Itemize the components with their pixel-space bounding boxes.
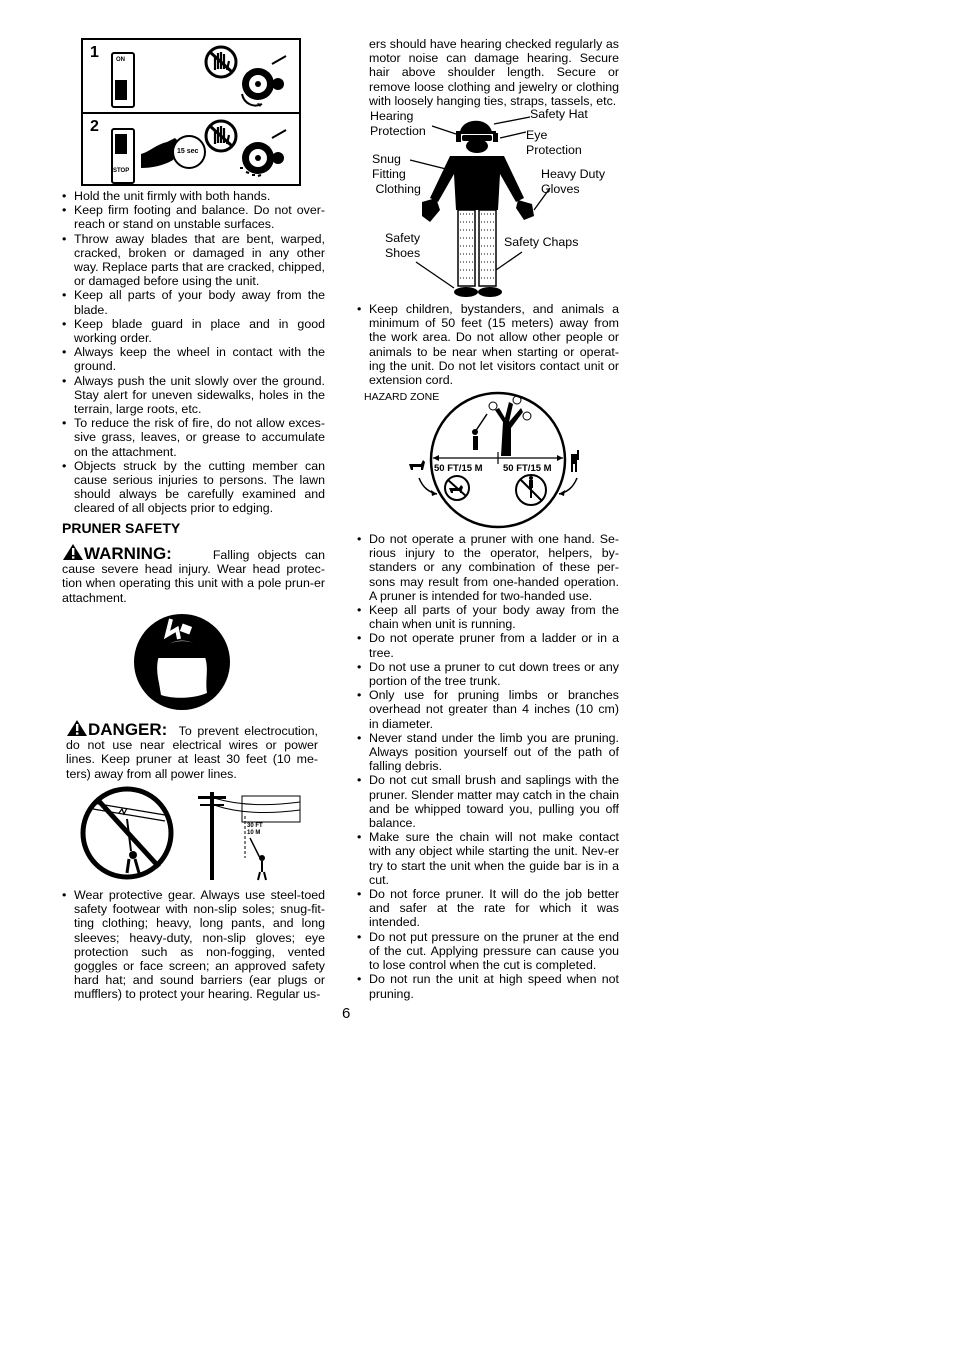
timer-label: 15 sec bbox=[177, 148, 199, 155]
list-item: • Do not cut small brush and saplings with the pruner. Slender matter may catch in the chain and be whipped toward you, pulling you off balance. bbox=[357, 773, 619, 830]
panel-divider bbox=[83, 112, 299, 114]
page-number: 6 bbox=[342, 1005, 351, 1022]
list-item: • Always keep the wheel in contact with the ground. bbox=[62, 345, 325, 373]
list-item: • Wear protective gear. Always use steel-toed safety footwear with non-slip soles; snug-fit-ting clothing; heavy, long pants, and long sleeves; heavy-duty, non-slip gloves; eye protection such as non-fogging, vented goggles or face screen; an approved safety hard hat; and sound barriers (ear plugs or mufflers) to protect your hearing. Regular us- bbox=[62, 888, 325, 1002]
left-distance-label: 50 FT/15 M bbox=[434, 463, 483, 474]
list-item: • Make sure the chain will not make contact with any object while starting the unit. Nev-er try to start the unit when the guide bar is in a cut. bbox=[357, 830, 619, 887]
protective-gear-list bbox=[62, 888, 325, 1002]
powerline-distance-icon bbox=[190, 788, 302, 880]
distance-feet: 30 FT bbox=[247, 823, 263, 829]
warning-word: WARNING: bbox=[84, 544, 172, 563]
safety-shoes-label: Safety Shoes bbox=[385, 231, 421, 260]
right-distance-label: 50 FT/15 M bbox=[503, 463, 552, 474]
eye-protection-label: Eye Protection bbox=[526, 128, 582, 157]
head-protection-icon bbox=[133, 613, 231, 711]
list-item: • Do not use a pruner to cut down trees or any portion of the tree trunk. bbox=[357, 660, 619, 688]
warning-block bbox=[62, 543, 325, 605]
snug-fitting-clothing-label: Snug Fitting Clothing bbox=[372, 152, 421, 196]
list-item: • Always push the unit slowly over the ground. Stay alert for uneven sidewalks, holes in the terrain, large roots, etc. bbox=[62, 374, 325, 417]
list-item: • Do not operate pruner from a ladder or in a tree. bbox=[357, 631, 619, 659]
list-item: • Keep children, bystanders, and animals a minimum of 50 feet (15 meters) away from the work area. Do not allow other people or animals to be near when starting or operat-ing the unit. Do not let visitors contact unit or extension cord. bbox=[357, 302, 619, 387]
danger-text: To prevent electrocution, do not use near electrical wires or power lines. Keep pruner at least 30 feet (10 me-ters) away from all power lines. bbox=[66, 724, 319, 781]
hazard-zone-title: HAZARD ZONE bbox=[364, 391, 440, 403]
list-item: • Keep firm footing and balance. Do not over-reach or stand on unstable surfaces. bbox=[62, 203, 325, 231]
left-bullet-list bbox=[62, 189, 325, 516]
start-stop-figure bbox=[81, 38, 301, 186]
pruner-safety-heading: PRUNER SAFETY bbox=[62, 520, 181, 536]
list-item: • Keep blade guard in place and in good working order. bbox=[62, 317, 325, 345]
list-item: • Keep all parts of your body away from the chain when unit is running. bbox=[357, 603, 619, 631]
list-item: • To reduce the risk of fire, do not allow exces-sive grass, leaves, or grease to accumulate on the attachment. bbox=[62, 416, 325, 459]
list-item: • Do not run the unit at high speed when not pruning. bbox=[357, 972, 619, 1000]
danger-word: DANGER: bbox=[88, 720, 168, 739]
hearing-protection-label: Hearing Protection bbox=[370, 109, 426, 138]
powerline-distance-label bbox=[247, 823, 263, 837]
heavy-duty-gloves-label: Heavy Duty Gloves bbox=[541, 167, 606, 196]
danger-triangle-icon bbox=[66, 719, 88, 737]
children-bullet-list bbox=[357, 302, 619, 387]
no-powerline-icon bbox=[79, 785, 175, 881]
list-item: • Do not put pressure on the pruner at the end of the cut. Applying pressure can cause you to lose control when the cut is completed. bbox=[357, 930, 619, 973]
right-bullet-list bbox=[357, 532, 619, 1001]
panel1-number: 1 bbox=[90, 44, 99, 61]
list-item: • Hold the unit firmly with both hands. bbox=[62, 189, 325, 203]
on-switch-label: ON bbox=[116, 57, 125, 63]
list-item: • Keep all parts of your body away from the blade. bbox=[62, 288, 325, 316]
warning-triangle-icon bbox=[62, 543, 84, 561]
stop-switch-label: STOP bbox=[113, 168, 130, 174]
warning-text: Falling objects can cause severe head injury. Wear head protec-tion when operating this unit with a pole prun-er attachment. bbox=[62, 548, 326, 605]
on-switch-icon bbox=[111, 52, 135, 108]
hazard-zone-figure bbox=[405, 392, 590, 530]
stop-switch-icon bbox=[111, 128, 135, 184]
safety-hat-label: Safety Hat bbox=[530, 107, 588, 121]
list-item: • Objects struck by the cutting member can cause serious injuries to persons. The lawn should always be carefully examined and cleared of all objects prior to edging. bbox=[62, 459, 325, 516]
blade-icon bbox=[228, 54, 288, 109]
panel2-number: 2 bbox=[90, 118, 99, 135]
list-item: • Throw away blades that are bent, warped, cracked, broken or damaged in any other way. Replace parts that are cracked, chipped, or damaged before using the unit. bbox=[62, 232, 325, 289]
danger-block bbox=[66, 719, 318, 781]
distance-meters: 10 M bbox=[247, 830, 261, 836]
continued-paragraph: ers should have hearing checked regularly as motor noise can damage hearing. Secure hair above shoulder length. Secure or remove loose clothing and jewelry or clothing with loosely hanging ties, straps, tassels, etc. bbox=[369, 37, 619, 108]
list-item: • Never stand under the limb you are pruning. Always position yourself out of the path of falling debris. bbox=[357, 731, 619, 774]
list-item: • Do not operate a pruner with one hand. Se-rious injury to the operator, helpers, by-standers or any combination of these per-sons may result from one-handed operation. A pruner is intended for two-handed use. bbox=[357, 532, 619, 603]
list-item: • Only use for pruning limbs or branches overhead not greater than 4 inches (10 cm) in diameter. bbox=[357, 688, 619, 731]
blade-stopped-icon bbox=[228, 128, 288, 183]
safety-chaps-label: Safety Chaps bbox=[504, 235, 579, 249]
list-item: • Do not force pruner. It will do the job better and safer at the rate for which it was intended. bbox=[357, 887, 619, 930]
